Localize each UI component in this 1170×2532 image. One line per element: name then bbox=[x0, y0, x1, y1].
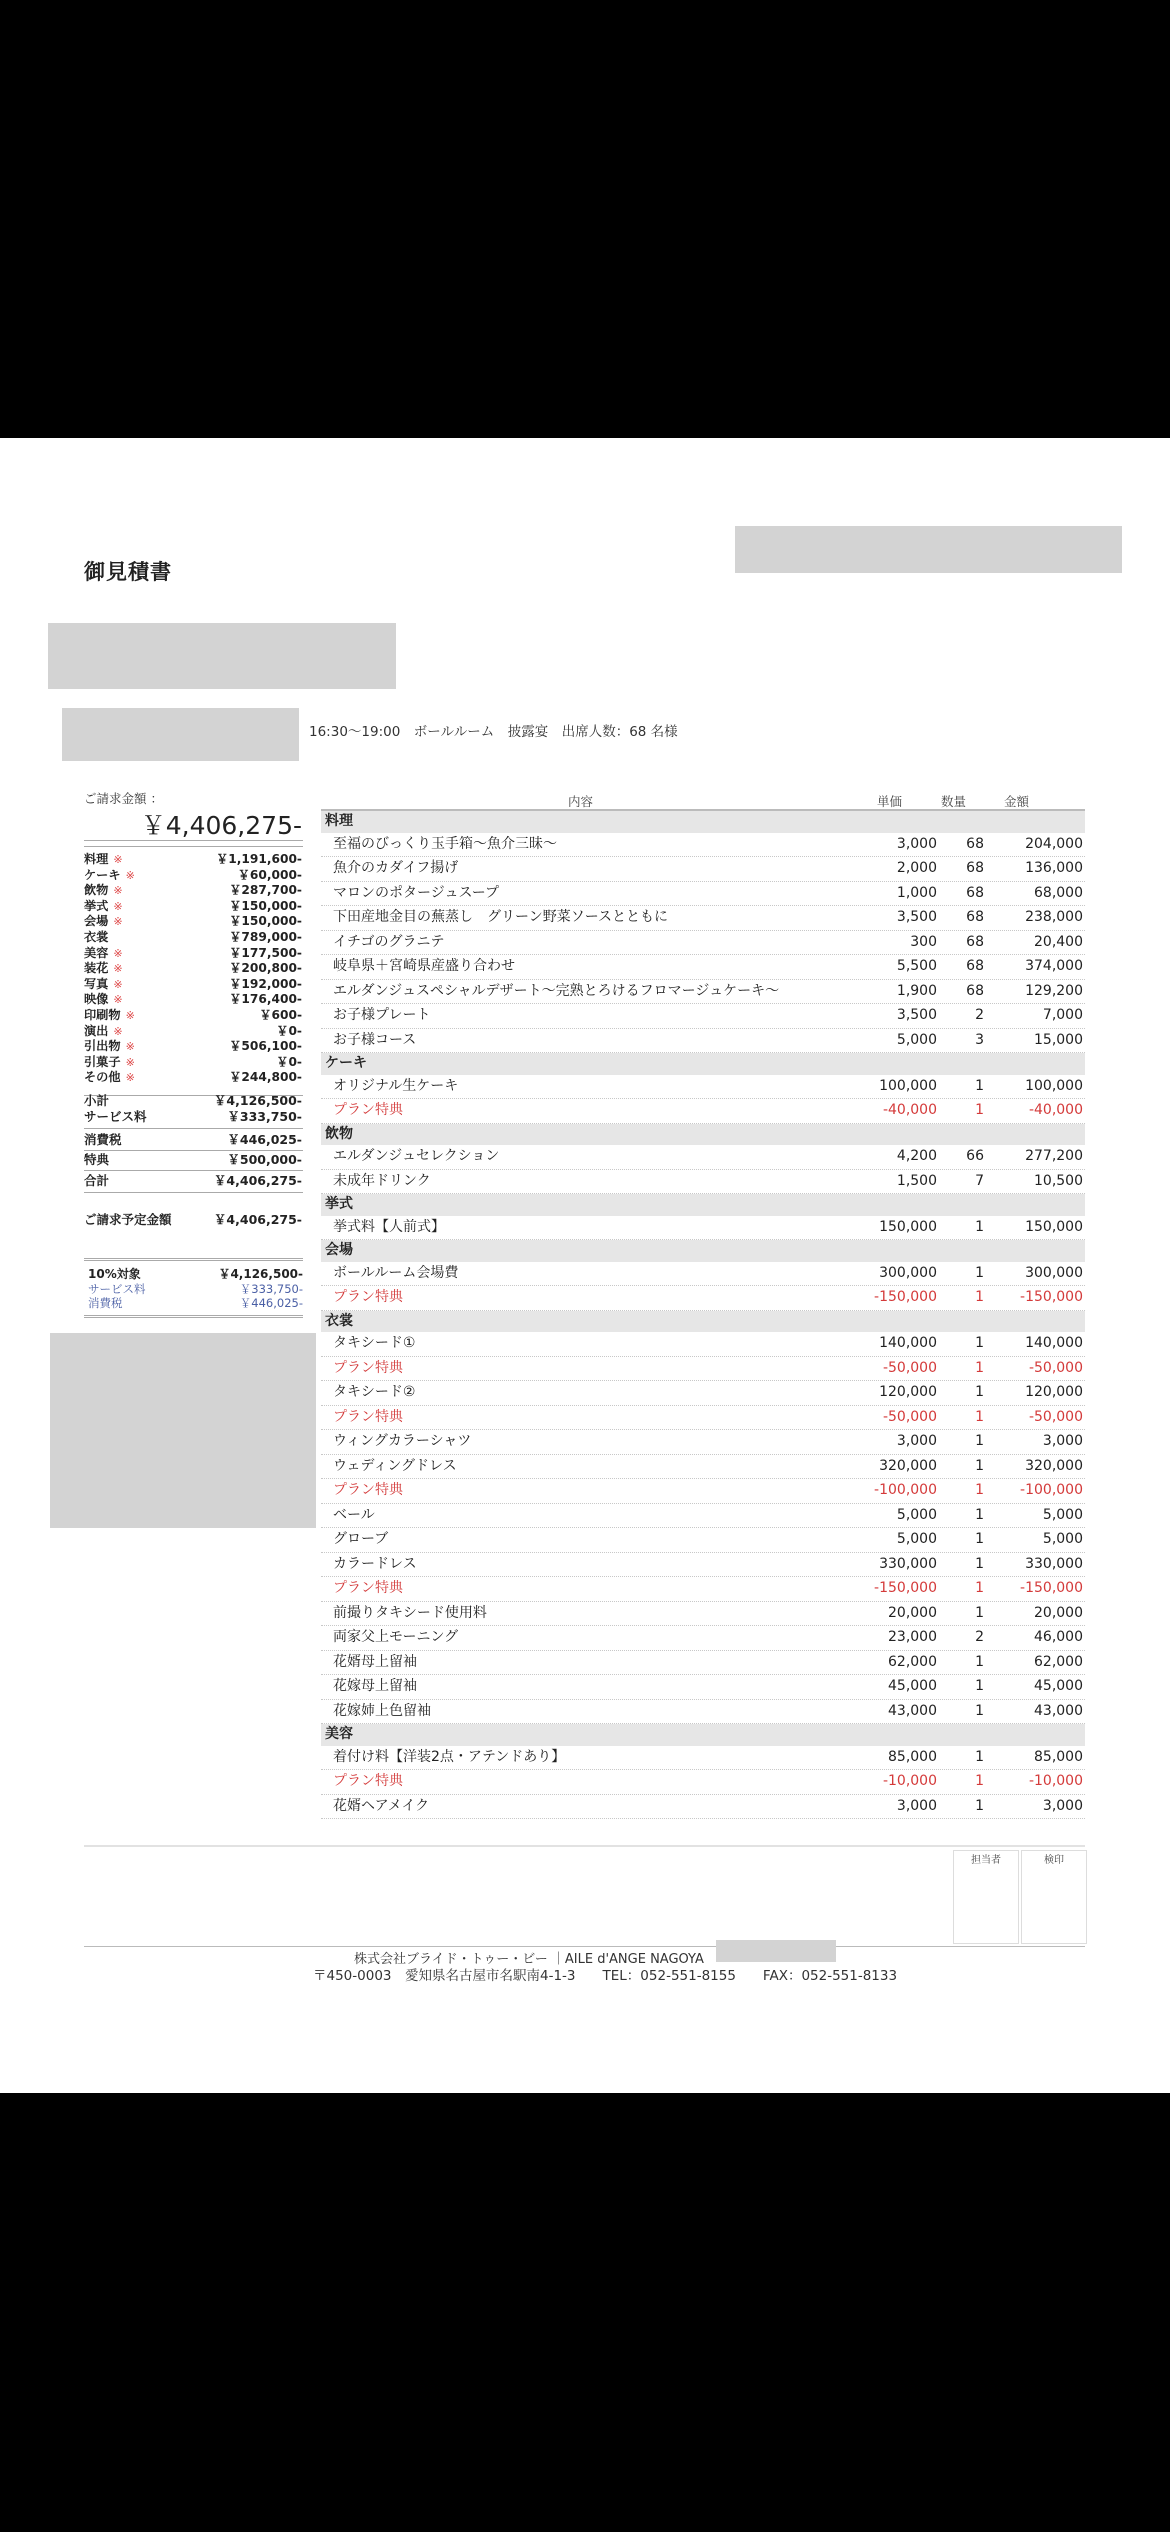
item-qty: 1 bbox=[975, 1289, 984, 1305]
footer-address: 〒450-0003 愛知県名古屋市名駅南4-1-3 TEL：052-551-8155 FAX：052-551-8133 bbox=[313, 1968, 898, 1984]
item-price: -150,000 bbox=[874, 1580, 937, 1596]
tokuten-row: 特典 ￥500,000- bbox=[84, 1152, 302, 1167]
item-amount: 277,200 bbox=[1025, 1148, 1083, 1164]
item-qty: 1 bbox=[975, 1531, 984, 1547]
table-row bbox=[321, 882, 1085, 907]
item-price: 5,000 bbox=[896, 1031, 937, 1048]
item-amount: 85,000 bbox=[1034, 1748, 1083, 1765]
item-price: 43,000 bbox=[888, 1702, 937, 1719]
table-row bbox=[321, 1626, 1085, 1651]
item-amount: 136,000 bbox=[1025, 860, 1083, 876]
item-amount: 140,000 bbox=[1025, 1335, 1083, 1351]
item-price: 5,000 bbox=[896, 1506, 937, 1523]
category-amount: ￥176,400- bbox=[229, 992, 302, 1007]
item-qty: 2 bbox=[975, 1007, 984, 1023]
category-amount: ￥0- bbox=[276, 1054, 302, 1069]
item-name: プラン特典 bbox=[333, 1102, 403, 1118]
table-row bbox=[321, 1553, 1085, 1578]
item-qty: 68 bbox=[966, 835, 984, 852]
item-name: 花嫁母上留袖 bbox=[333, 1678, 417, 1694]
table-row bbox=[321, 1795, 1085, 1820]
category-row bbox=[84, 883, 302, 899]
item-name: ボールルーム会場費 bbox=[333, 1264, 459, 1281]
item-price: 3,500 bbox=[896, 909, 937, 925]
item-name: プラン特典 bbox=[333, 1482, 403, 1498]
category-amount: ￥244,800- bbox=[229, 1070, 302, 1085]
item-amount: -50,000 bbox=[1028, 1408, 1083, 1425]
table-row bbox=[321, 1332, 1085, 1357]
item-amount: 330,000 bbox=[1025, 1555, 1083, 1572]
item-price: 1,900 bbox=[896, 982, 937, 999]
table-row bbox=[321, 1577, 1085, 1602]
category-amount: ￥287,700- bbox=[229, 883, 302, 898]
redacted-block-names bbox=[48, 623, 396, 689]
item-name: ベール bbox=[333, 1506, 375, 1523]
item-name: オリジナル生ケーキ bbox=[333, 1077, 459, 1094]
service-row: サービス料 ￥333,750- bbox=[84, 1109, 302, 1124]
item-price: 3,000 bbox=[896, 1433, 937, 1449]
category-amount: ￥192,000- bbox=[229, 976, 302, 991]
staff-stamp-box bbox=[953, 1850, 1019, 1944]
item-qty: 1 bbox=[975, 1506, 984, 1523]
section-header: 料理 bbox=[321, 811, 1085, 833]
footer-company: 株式会社ブライド・トゥー・ビー ｜AILE d'ANGE NAGOYA bbox=[354, 1952, 704, 1967]
category-amount: ￥506,100- bbox=[229, 1039, 302, 1054]
item-price: -50,000 bbox=[882, 1359, 937, 1376]
category-row bbox=[84, 1039, 302, 1055]
table-row bbox=[321, 1406, 1085, 1431]
table-row bbox=[321, 1746, 1085, 1771]
item-price: 20,000 bbox=[888, 1604, 937, 1621]
item-name: エルダンジュセレクション bbox=[333, 1148, 500, 1164]
item-price: 85,000 bbox=[888, 1748, 937, 1765]
item-price: -50,000 bbox=[882, 1408, 937, 1425]
header-amount: 金額 bbox=[1004, 794, 1030, 809]
category-amount: ￥150,000- bbox=[229, 914, 302, 929]
category-row bbox=[84, 868, 302, 884]
table-row bbox=[321, 833, 1085, 858]
item-qty: 1 bbox=[975, 1678, 984, 1694]
item-amount: 20,000 bbox=[1034, 1604, 1083, 1621]
table-row bbox=[321, 1145, 1085, 1170]
table-row bbox=[321, 1262, 1085, 1287]
inspection-label: 検印 bbox=[1044, 1855, 1064, 1866]
section-header: ケーキ bbox=[321, 1053, 1085, 1075]
category-mark: ※ bbox=[125, 1071, 135, 1085]
item-amount: -150,000 bbox=[1020, 1289, 1083, 1305]
item-qty: 1 bbox=[975, 1077, 984, 1094]
item-amount: -150,000 bbox=[1020, 1580, 1083, 1596]
divider bbox=[84, 1258, 303, 1261]
staff-label: 担当者 bbox=[971, 1855, 1001, 1866]
category-label: 衣裳 bbox=[84, 930, 109, 944]
billing-total: ￥4,406,275- bbox=[140, 811, 302, 840]
item-qty: 68 bbox=[966, 860, 984, 876]
table-row bbox=[321, 1075, 1085, 1100]
item-qty: 1 bbox=[975, 1433, 984, 1449]
item-name: プラン特典 bbox=[333, 1359, 403, 1376]
category-label: 映像 bbox=[84, 992, 109, 1007]
item-price: 150,000 bbox=[879, 1218, 937, 1235]
item-price: 300,000 bbox=[879, 1264, 937, 1281]
item-qty: 1 bbox=[975, 1335, 984, 1351]
category-mark: ※ bbox=[113, 884, 123, 898]
item-amount: 68,000 bbox=[1034, 884, 1083, 901]
item-amount: 320,000 bbox=[1025, 1457, 1083, 1474]
table-row bbox=[321, 1651, 1085, 1676]
category-amount: ￥789,000- bbox=[229, 930, 302, 944]
redacted-block-notes bbox=[50, 1333, 316, 1528]
table-row bbox=[321, 1004, 1085, 1029]
item-qty: 1 bbox=[975, 1218, 984, 1235]
table-row bbox=[321, 1216, 1085, 1241]
estimate-table bbox=[321, 789, 1085, 1819]
category-mark: ※ bbox=[125, 868, 135, 882]
item-name: 両家父上モーニング bbox=[333, 1629, 459, 1645]
table-row bbox=[321, 931, 1085, 956]
item-name: 魚介のカダイフ揚げ bbox=[333, 860, 459, 876]
category-mark: ※ bbox=[113, 899, 123, 913]
item-amount: 43,000 bbox=[1034, 1702, 1083, 1719]
category-label: ケーキ bbox=[84, 867, 121, 882]
item-qty: 1 bbox=[975, 1359, 984, 1376]
table-row bbox=[321, 1770, 1085, 1795]
item-price: 45,000 bbox=[888, 1678, 937, 1694]
item-name: カラードレス bbox=[333, 1555, 417, 1572]
item-price: 120,000 bbox=[879, 1384, 937, 1400]
category-row bbox=[84, 992, 302, 1008]
item-name: プラン特典 bbox=[333, 1580, 403, 1596]
item-qty: 3 bbox=[975, 1031, 984, 1048]
billing-label: ご請求金額 ： bbox=[84, 791, 163, 806]
table-row bbox=[321, 955, 1085, 980]
table-row bbox=[321, 1430, 1085, 1455]
item-amount: 204,000 bbox=[1025, 835, 1083, 852]
item-qty: 1 bbox=[975, 1482, 984, 1498]
category-label: 料理 bbox=[84, 852, 109, 866]
table-row bbox=[321, 1528, 1085, 1553]
item-name: ウェディングドレス bbox=[333, 1457, 457, 1474]
item-price: -10,000 bbox=[882, 1773, 937, 1789]
total-row: 合計 ￥4,406,275- bbox=[84, 1173, 302, 1188]
item-amount: 62,000 bbox=[1034, 1653, 1083, 1670]
item-amount: 5,000 bbox=[1042, 1531, 1083, 1547]
item-amount: 238,000 bbox=[1025, 909, 1083, 925]
item-qty: 1 bbox=[975, 1457, 984, 1474]
item-amount: 15,000 bbox=[1034, 1031, 1083, 1048]
item-qty: 1 bbox=[975, 1653, 984, 1670]
item-amount: 129,200 bbox=[1025, 982, 1083, 999]
item-name: エルダンジュスペシャルデザート〜完熟とろけるフロマージュケーキ〜 bbox=[333, 982, 780, 999]
subtotal-row: 小計 ￥4,126,500- bbox=[84, 1093, 302, 1108]
item-price: 23,000 bbox=[888, 1629, 937, 1645]
item-name: グローブ bbox=[333, 1531, 389, 1547]
item-name: プラン特典 bbox=[333, 1773, 403, 1789]
category-row bbox=[84, 1008, 302, 1024]
item-price: 300 bbox=[910, 933, 937, 950]
table-row bbox=[321, 906, 1085, 931]
category-label: 引菓子 bbox=[84, 1054, 121, 1069]
category-label: 写真 bbox=[84, 976, 109, 991]
item-amount: 10,500 bbox=[1034, 1172, 1083, 1189]
category-amount: ￥200,800- bbox=[229, 961, 302, 976]
item-price: 3,000 bbox=[896, 1797, 937, 1814]
inspection-stamp-box bbox=[1021, 1850, 1087, 1944]
item-price: 2,000 bbox=[896, 860, 937, 876]
table-row bbox=[321, 1504, 1085, 1529]
tax-breakdown-box: 10%対象 ￥4,126,500- サービス料 ￥333,750- 消費税 ￥446,025- bbox=[88, 1267, 303, 1310]
category-mark: ※ bbox=[113, 946, 123, 960]
item-amount: 120,000 bbox=[1025, 1384, 1083, 1400]
table-row bbox=[321, 1479, 1085, 1504]
category-label: 演出 bbox=[84, 1023, 109, 1038]
item-amount: 3,000 bbox=[1042, 1433, 1083, 1449]
item-amount: 100,000 bbox=[1025, 1077, 1083, 1094]
category-amount: ￥0- bbox=[276, 1023, 302, 1038]
item-name: 下田産地金目の蕪蒸し グリーン野菜ソースとともに bbox=[333, 909, 669, 925]
category-label: 会場 bbox=[84, 914, 109, 929]
item-qty: 1 bbox=[975, 1555, 984, 1572]
item-price: 5,500 bbox=[896, 958, 937, 974]
item-qty: 68 bbox=[966, 958, 984, 974]
category-label: その他 bbox=[84, 1070, 121, 1085]
item-amount: 7,000 bbox=[1042, 1007, 1083, 1023]
divider bbox=[84, 1315, 303, 1318]
category-row bbox=[84, 1024, 302, 1040]
item-name: 至福のびっくり玉手箱〜魚介三昧〜 bbox=[333, 835, 557, 852]
item-name: 未成年ドリンク bbox=[333, 1172, 431, 1189]
category-mark: ※ bbox=[113, 853, 123, 866]
item-qty: 68 bbox=[966, 933, 984, 950]
header-content: 内容 bbox=[568, 794, 594, 809]
category-row bbox=[84, 930, 302, 946]
item-qty: 2 bbox=[975, 1629, 984, 1645]
item-name: タキシード① bbox=[333, 1335, 416, 1351]
category-row bbox=[84, 1070, 302, 1086]
item-qty: 68 bbox=[966, 982, 984, 999]
category-label: 挙式 bbox=[84, 898, 109, 913]
item-name: お子様コース bbox=[333, 1031, 417, 1048]
item-name: タキシード② bbox=[333, 1384, 416, 1400]
category-mark: ※ bbox=[125, 1009, 135, 1022]
event-info: 16:30〜19:00 ボールルーム 披露宴 出席人数：68 名様 bbox=[309, 724, 678, 740]
item-amount: 300,000 bbox=[1025, 1264, 1083, 1281]
item-name: 着付け料【洋装2点・アテンドあり】 bbox=[333, 1748, 566, 1765]
section-header: 挙式 bbox=[321, 1194, 1085, 1216]
planned-amount-row: ご請求予定金額 ￥4,406,275- bbox=[84, 1212, 302, 1227]
table-row bbox=[321, 980, 1085, 1005]
category-mark: ※ bbox=[113, 915, 123, 929]
document-title: 御見積書 bbox=[84, 560, 172, 584]
item-name: 岐阜県＋宮崎県産盛り合わせ bbox=[333, 958, 515, 974]
category-label: 印刷物 bbox=[84, 1008, 121, 1022]
item-name: お子様プレート bbox=[333, 1007, 431, 1023]
section-header: 会場 bbox=[321, 1240, 1085, 1262]
item-amount: 5,000 bbox=[1042, 1506, 1083, 1523]
item-amount: 46,000 bbox=[1034, 1629, 1083, 1645]
table-body bbox=[321, 811, 1085, 1819]
table-row bbox=[321, 1602, 1085, 1627]
item-amount: -100,000 bbox=[1020, 1482, 1083, 1498]
divider bbox=[84, 1845, 1085, 1847]
category-mark: ※ bbox=[113, 1024, 123, 1038]
item-qty: 1 bbox=[975, 1102, 984, 1118]
item-price: -40,000 bbox=[882, 1102, 937, 1118]
header-price: 単価 bbox=[877, 794, 903, 809]
category-row bbox=[84, 852, 302, 868]
divider bbox=[84, 1946, 1085, 1947]
section-header: 美容 bbox=[321, 1724, 1085, 1746]
item-qty: 1 bbox=[975, 1580, 984, 1596]
divider bbox=[84, 1192, 303, 1193]
category-label: 飲物 bbox=[84, 883, 109, 898]
item-price: 1,500 bbox=[896, 1172, 937, 1189]
item-name: 花婿ヘアメイク bbox=[333, 1797, 430, 1814]
table-row bbox=[321, 1286, 1085, 1311]
section-header: 衣裳 bbox=[321, 1311, 1085, 1333]
header-qty: 数量 bbox=[941, 794, 967, 809]
category-mark: ※ bbox=[125, 1055, 135, 1069]
item-name: 花婿母上留袖 bbox=[333, 1653, 417, 1670]
item-qty: 1 bbox=[975, 1384, 984, 1400]
divider bbox=[84, 846, 303, 847]
item-qty: 1 bbox=[975, 1773, 984, 1789]
category-label: 美容 bbox=[84, 945, 109, 960]
item-amount: 20,400 bbox=[1034, 933, 1083, 950]
divider bbox=[84, 840, 303, 841]
category-mark: ※ bbox=[125, 1040, 135, 1054]
item-name: プラン特典 bbox=[333, 1289, 403, 1305]
tax-row: 消費税 ￥446,025- bbox=[84, 1132, 302, 1147]
category-amount: ￥60,000- bbox=[237, 867, 302, 882]
item-amount: -10,000 bbox=[1028, 1773, 1083, 1789]
item-amount: -40,000 bbox=[1028, 1102, 1083, 1118]
item-price: 320,000 bbox=[879, 1457, 937, 1474]
item-qty: 1 bbox=[975, 1264, 984, 1281]
item-amount: 150,000 bbox=[1025, 1218, 1083, 1235]
item-price: -100,000 bbox=[874, 1482, 937, 1498]
category-mark: ※ bbox=[113, 993, 123, 1007]
item-qty: 1 bbox=[975, 1702, 984, 1719]
item-amount: 3,000 bbox=[1042, 1797, 1083, 1814]
table-row bbox=[321, 1029, 1085, 1054]
item-qty: 68 bbox=[966, 884, 984, 901]
category-amount: ￥150,000- bbox=[229, 898, 302, 913]
item-price: 100,000 bbox=[879, 1077, 937, 1094]
item-name: 前撮りタキシード使用料 bbox=[333, 1604, 487, 1621]
item-name: 挙式料【人前式】 bbox=[333, 1218, 445, 1235]
item-name: 花嫁姉上色留袖 bbox=[333, 1702, 431, 1719]
item-qty: 66 bbox=[966, 1148, 984, 1164]
table-row bbox=[321, 1700, 1085, 1725]
item-price: 4,200 bbox=[896, 1148, 937, 1164]
redacted-block-footer bbox=[716, 1940, 836, 1962]
category-mark: ※ bbox=[113, 962, 123, 976]
table-row bbox=[321, 1675, 1085, 1700]
table-row bbox=[321, 857, 1085, 882]
estimate-document bbox=[0, 438, 1170, 2093]
category-row bbox=[84, 914, 302, 930]
item-name: プラン特典 bbox=[333, 1408, 403, 1425]
item-qty: 7 bbox=[975, 1172, 984, 1189]
item-qty: 1 bbox=[975, 1408, 984, 1425]
item-price: 5,000 bbox=[896, 1531, 937, 1547]
table-row bbox=[321, 1099, 1085, 1124]
item-price: 3,000 bbox=[896, 835, 937, 852]
category-mark: ※ bbox=[113, 977, 123, 991]
item-price: 3,500 bbox=[896, 1007, 937, 1023]
category-label: 装花 bbox=[84, 961, 109, 976]
category-row bbox=[84, 1055, 302, 1071]
item-price: 1,000 bbox=[896, 884, 937, 901]
item-qty: 68 bbox=[966, 909, 984, 925]
item-amount: 45,000 bbox=[1034, 1678, 1083, 1694]
item-amount: -50,000 bbox=[1028, 1359, 1083, 1376]
item-name: ウィングカラーシャツ bbox=[333, 1433, 472, 1449]
table-row bbox=[321, 1170, 1085, 1195]
item-amount: 374,000 bbox=[1025, 958, 1083, 974]
redacted-block-date bbox=[62, 708, 299, 761]
item-qty: 1 bbox=[975, 1604, 984, 1621]
item-price: 140,000 bbox=[879, 1335, 937, 1351]
category-amount: ￥600- bbox=[259, 1008, 302, 1022]
category-row bbox=[84, 961, 302, 977]
category-amount: ￥177,500- bbox=[229, 945, 302, 960]
category-amount: ￥1,191,600- bbox=[216, 852, 302, 866]
item-qty: 1 bbox=[975, 1748, 984, 1765]
category-row bbox=[84, 977, 302, 993]
item-name: マロンのポタージュスープ bbox=[333, 884, 500, 901]
category-row bbox=[84, 946, 302, 962]
item-name: イチゴのグラニテ bbox=[333, 933, 445, 950]
item-price: 62,000 bbox=[888, 1653, 937, 1670]
section-header: 飲物 bbox=[321, 1124, 1085, 1146]
table-row bbox=[321, 1455, 1085, 1480]
divider bbox=[84, 1128, 303, 1129]
redacted-block-header bbox=[735, 526, 1122, 573]
item-qty: 1 bbox=[975, 1797, 984, 1814]
item-price: 330,000 bbox=[879, 1555, 937, 1572]
item-price: -150,000 bbox=[874, 1289, 937, 1305]
table-header bbox=[321, 789, 1085, 811]
category-row bbox=[84, 899, 302, 915]
category-label: 引出物 bbox=[84, 1039, 121, 1054]
table-row bbox=[321, 1381, 1085, 1406]
table-row bbox=[321, 1357, 1085, 1382]
